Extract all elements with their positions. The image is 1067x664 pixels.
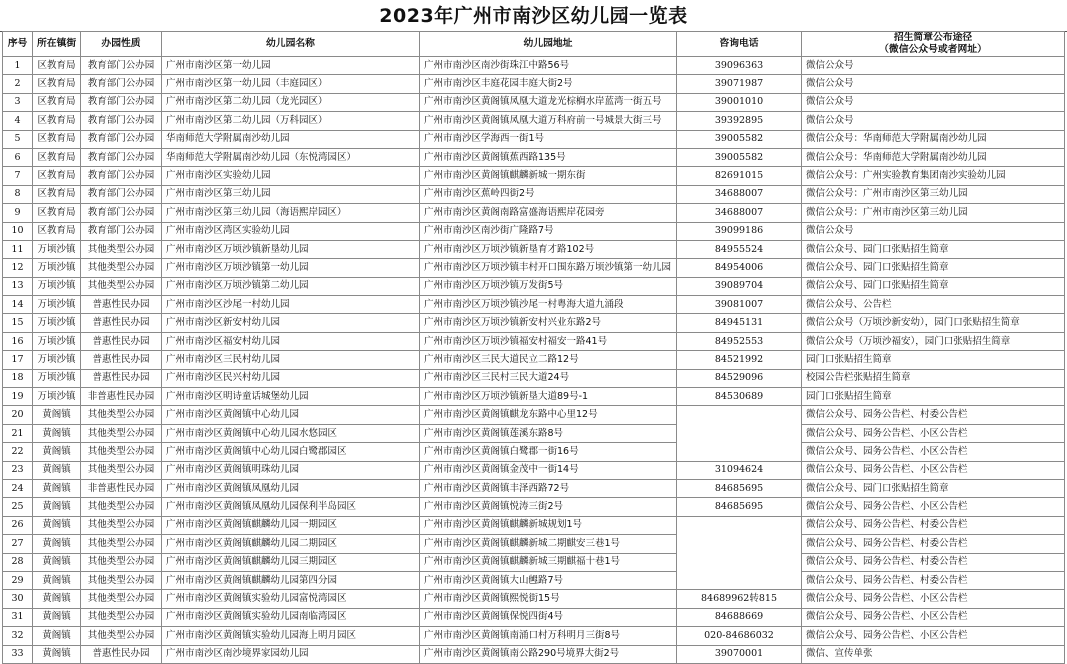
cell-address: 广州市南沙区蕉岭四街2号: [420, 185, 677, 203]
cell-seq: 24: [3, 479, 33, 497]
cell-address: 广州市南沙区万顷沙镇万发街5号: [420, 277, 677, 295]
cell-seq: 5: [3, 130, 33, 148]
cell-seq: 3: [3, 93, 33, 111]
cell-channel: 微信公众号、园务公告栏、村委公告栏: [802, 553, 1065, 571]
cell-phone: 84954006: [677, 259, 802, 277]
cell-channel: 微信公众号、园务公告栏、小区公告栏: [802, 608, 1065, 626]
cell-channel: 微信公众号：华南师范大学附属南沙幼儿园: [802, 148, 1065, 166]
cell-phone: 39070001: [677, 645, 802, 663]
cell-channel: 微信公众号、园门口张贴招生简章: [802, 240, 1065, 258]
cell-phone: [677, 516, 802, 590]
table-row: [3, 259, 1065, 277]
cell-street: 黄阁镇: [33, 424, 81, 442]
table-row: [3, 608, 1065, 626]
cell-phone: 34688007: [677, 185, 802, 203]
cell-name: 广州市南沙区第三幼儿园（海语熙岸园区）: [162, 204, 420, 222]
table-row: [3, 461, 1065, 479]
cell-address: 广州市南沙区黄阁镇悦涛三街2号: [420, 498, 677, 516]
cell-nature: 教育部门公办园: [81, 130, 162, 148]
cell-nature: 其他类型公办园: [81, 277, 162, 295]
cell-street: 黄阁镇: [33, 645, 81, 663]
cell-name: 广州市南沙区南沙境界家园幼儿园: [162, 645, 420, 663]
cell-street: 黄阁镇: [33, 590, 81, 608]
cell-nature: 普惠性民办园: [81, 369, 162, 387]
table-row: [3, 590, 1065, 608]
cell-phone: 39392895: [677, 112, 802, 130]
table-row: [3, 645, 1065, 663]
cell-seq: 29: [3, 571, 33, 589]
table-row: [3, 296, 1065, 314]
table-row: [3, 424, 1065, 442]
cell-phone: 39089704: [677, 277, 802, 295]
cell-street: 区教育局: [33, 112, 81, 130]
cell-seq: 14: [3, 296, 33, 314]
cell-channel: 微信公众号、园务公告栏、小区公告栏: [802, 498, 1065, 516]
cell-channel: 微信公众号（万顷沙福安），园门口张贴招生简章: [802, 332, 1065, 350]
cell-phone: 84688669: [677, 608, 802, 626]
cell-seq: 9: [3, 204, 33, 222]
cell-street: 区教育局: [33, 93, 81, 111]
cell-nature: 普惠性民办园: [81, 314, 162, 332]
cell-name: 广州市南沙区福安村幼儿园: [162, 332, 420, 350]
cell-phone: 84685695: [677, 479, 802, 497]
cell-nature: 其他类型公办园: [81, 461, 162, 479]
cell-nature: 其他类型公办园: [81, 424, 162, 442]
cell-seq: 32: [3, 627, 33, 645]
cell-seq: 8: [3, 185, 33, 203]
cell-name: 广州市南沙区万顷沙镇第二幼儿园: [162, 277, 420, 295]
col-header-channel-line1: 招生简章公布途径: [893, 32, 973, 43]
cell-channel: 微信公众号: [802, 93, 1065, 111]
cell-address: 广州市南沙区黄阁镇熙悦街15号: [420, 590, 677, 608]
cell-address: 广州市南沙区黄阁镇南公路290号境界大街2号: [420, 645, 677, 663]
cell-address: 广州市南沙区万顷沙镇福安村福安一路41号: [420, 332, 677, 350]
cell-seq: 15: [3, 314, 33, 332]
cell-name: 华南师范大学附属南沙幼儿园: [162, 130, 420, 148]
table-row: [3, 388, 1065, 406]
cell-name: 广州市南沙区黄阁镇实验幼儿园富悦湾园区: [162, 590, 420, 608]
cell-street: 黄阁镇: [33, 443, 81, 461]
cell-street: 黄阁镇: [33, 571, 81, 589]
cell-address: 广州市南沙区黄阁镇凤凰大道万科府前一号城景大街三号: [420, 112, 677, 130]
table-row: [3, 369, 1065, 387]
cell-phone: 31094624: [677, 461, 802, 479]
cell-name: 广州市南沙区黄阁镇明珠幼儿园: [162, 461, 420, 479]
cell-nature: 教育部门公办园: [81, 112, 162, 130]
table-header-row: [3, 32, 1065, 57]
cell-address: 广州市南沙区黄阁镇麒麟新城二期麒安三巷1号: [420, 535, 677, 553]
cell-street: 黄阁镇: [33, 498, 81, 516]
table-row: [3, 167, 1065, 185]
cell-address: 广州市南沙区三民村三民大道24号: [420, 369, 677, 387]
cell-nature: 普惠性民办园: [81, 351, 162, 369]
cell-channel: 微信公众号、公告栏: [802, 296, 1065, 314]
table-row: [3, 57, 1065, 75]
cell-seq: 27: [3, 535, 33, 553]
cell-name: 广州市南沙区万顷沙镇第一幼儿园: [162, 259, 420, 277]
col-header-address: 幼儿园地址: [420, 32, 677, 57]
cell-name: 广州市南沙区实验幼儿园: [162, 167, 420, 185]
cell-nature: 其他类型公办园: [81, 553, 162, 571]
cell-address: 广州市南沙区三民大道民立二路12号: [420, 351, 677, 369]
cell-channel: 微信公众号、园务公告栏、小区公告栏: [802, 461, 1065, 479]
cell-phone: 39005582: [677, 148, 802, 166]
cell-channel: 微信公众号、园务公告栏、村委公告栏: [802, 571, 1065, 589]
cell-seq: 6: [3, 148, 33, 166]
cell-name: 华南师范大学附属南沙幼儿园（东悦湾园区）: [162, 148, 420, 166]
cell-phone: 34688007: [677, 204, 802, 222]
table-row: [3, 240, 1065, 258]
cell-street: 黄阁镇: [33, 479, 81, 497]
cell-phone: 39081007: [677, 296, 802, 314]
cell-phone: 82691015: [677, 167, 802, 185]
cell-channel: 微信公众号: [802, 57, 1065, 75]
cell-name: 广州市南沙区万顷沙镇新垦幼儿园: [162, 240, 420, 258]
cell-phone: 84952553: [677, 332, 802, 350]
cell-nature: 其他类型公办园: [81, 535, 162, 553]
cell-seq: 4: [3, 112, 33, 130]
cell-phone: 84529096: [677, 369, 802, 387]
table-row: [3, 75, 1065, 93]
cell-seq: 23: [3, 461, 33, 479]
cell-phone: 84530689: [677, 388, 802, 406]
cell-nature: 教育部门公办园: [81, 75, 162, 93]
cell-seq: 20: [3, 406, 33, 424]
cell-nature: 教育部门公办园: [81, 57, 162, 75]
cell-nature: 其他类型公办园: [81, 406, 162, 424]
cell-seq: 33: [3, 645, 33, 663]
cell-channel: 微信公众号、园门口张贴招生简章: [802, 259, 1065, 277]
col-header-street: 所在镇街: [33, 32, 81, 57]
cell-address: 广州市南沙区黄阁镇丰泽西路72号: [420, 479, 677, 497]
cell-nature: 其他类型公办园: [81, 240, 162, 258]
cell-channel: 微信公众号、园务公告栏、小区公告栏: [802, 424, 1065, 442]
cell-name: 广州市南沙区黄阁镇中心幼儿园白鹭郡园区: [162, 443, 420, 461]
cell-phone: 84521992: [677, 351, 802, 369]
cell-street: 区教育局: [33, 130, 81, 148]
cell-channel: 微信公众号：广州实验教育集团南沙实验幼儿园: [802, 167, 1065, 185]
table-row: [3, 553, 1065, 571]
cell-street: 万顷沙镇: [33, 388, 81, 406]
cell-name: 广州市南沙区民兴村幼儿园: [162, 369, 420, 387]
cell-street: 区教育局: [33, 204, 81, 222]
col-header-nature: 办园性质: [81, 32, 162, 57]
cell-channel: 园门口张贴招生简章: [802, 351, 1065, 369]
cell-seq: 16: [3, 332, 33, 350]
cell-channel: 微信公众号、园务公告栏、小区公告栏: [802, 443, 1065, 461]
cell-address: 广州市南沙区黄阁镇蕉西路135号: [420, 148, 677, 166]
cell-phone: 39099186: [677, 222, 802, 240]
cell-nature: 其他类型公办园: [81, 516, 162, 534]
cell-street: 黄阁镇: [33, 627, 81, 645]
cell-address: 广州市南沙区黄阁镇莲溪东路8号: [420, 424, 677, 442]
cell-name: 广州市南沙区湾区实验幼儿园: [162, 222, 420, 240]
cell-address: 广州市南沙区学海西一街1号: [420, 130, 677, 148]
cell-phone: 39005582: [677, 130, 802, 148]
cell-name: 广州市南沙区黄阁镇凤凰幼儿园保利半岛园区: [162, 498, 420, 516]
cell-street: 区教育局: [33, 185, 81, 203]
cell-name: 广州市南沙区明诗童话城堡幼儿园: [162, 388, 420, 406]
table-row: [3, 443, 1065, 461]
table-row: [3, 148, 1065, 166]
col-header-channel: [802, 32, 1065, 57]
table-row: [3, 332, 1065, 350]
cell-seq: 26: [3, 516, 33, 534]
cell-name: 广州市南沙区黄阁镇实验幼儿园南临湾园区: [162, 608, 420, 626]
cell-phone: 39001010: [677, 93, 802, 111]
cell-seq: 11: [3, 240, 33, 258]
cell-nature: 其他类型公办园: [81, 571, 162, 589]
cell-street: 黄阁镇: [33, 406, 81, 424]
cell-seq: 7: [3, 167, 33, 185]
cell-street: 黄阁镇: [33, 461, 81, 479]
cell-name: 广州市南沙区黄阁镇麒麟幼儿园二期园区: [162, 535, 420, 553]
cell-channel: 微信公众号: [802, 75, 1065, 93]
cell-nature: 其他类型公办园: [81, 443, 162, 461]
cell-channel: 微信公众号：广州市南沙区第三幼儿园: [802, 204, 1065, 222]
table-row: [3, 516, 1065, 534]
cell-channel: 微信公众号：广州市南沙区第三幼儿园: [802, 185, 1065, 203]
cell-name: 广州市南沙区黄阁镇麒麟幼儿园三期园区: [162, 553, 420, 571]
cell-address: 广州市南沙区黄阁镇金茂中一街14号: [420, 461, 677, 479]
cell-address: 广州市南沙区万顷沙镇沙尾一村粤海大道九涌段: [420, 296, 677, 314]
cell-address: 广州市南沙区黄阁镇保悦四街4号: [420, 608, 677, 626]
cell-street: 黄阁镇: [33, 553, 81, 571]
cell-nature: 其他类型公办园: [81, 590, 162, 608]
cell-channel: 微信公众号: [802, 112, 1065, 130]
page-title: 2023年广州市南沙区幼儿园一览表: [379, 5, 688, 27]
cell-street: 区教育局: [33, 148, 81, 166]
cell-nature: 教育部门公办园: [81, 148, 162, 166]
cell-address: 广州市南沙区黄阁镇大山乸路7号: [420, 571, 677, 589]
table-row: [3, 627, 1065, 645]
cell-name: 广州市南沙区黄阁镇中心幼儿园: [162, 406, 420, 424]
cell-street: 万顷沙镇: [33, 296, 81, 314]
cell-street: 区教育局: [33, 75, 81, 93]
cell-name: 广州市南沙区第二幼儿园（万科园区）: [162, 112, 420, 130]
table-row: [3, 204, 1065, 222]
cell-address: 广州市南沙区万顷沙镇丰村开口围东路万顷沙镇第一幼儿园: [420, 259, 677, 277]
table-row: [3, 314, 1065, 332]
cell-seq: 12: [3, 259, 33, 277]
col-header-channel-line2: （微信公众号或者网址）: [879, 44, 987, 55]
cell-seq: 17: [3, 351, 33, 369]
cell-street: 区教育局: [33, 167, 81, 185]
col-header-name: 幼儿园名称: [162, 32, 420, 57]
table-row: [3, 112, 1065, 130]
cell-nature: 非普惠性民办园: [81, 388, 162, 406]
cell-nature: 其他类型公办园: [81, 498, 162, 516]
cell-name: 广州市南沙区黄阁镇中心幼儿园水悠园区: [162, 424, 420, 442]
col-header-seq: 序号: [3, 32, 33, 57]
cell-address: 广州市南沙区万顷沙镇新安村兴业东路2号: [420, 314, 677, 332]
cell-seq: 28: [3, 553, 33, 571]
cell-channel: 微信公众号：华南师范大学附属南沙幼儿园: [802, 130, 1065, 148]
table-row: [3, 222, 1065, 240]
cell-street: 区教育局: [33, 57, 81, 75]
cell-phone: 84955524: [677, 240, 802, 258]
cell-name: 广州市南沙区黄阁镇麒麟幼儿园一期园区: [162, 516, 420, 534]
cell-channel: 微信公众号、园门口张贴招生简章: [802, 277, 1065, 295]
cell-seq: 2: [3, 75, 33, 93]
cell-address: 广州市南沙区黄阁镇麒麟新城三期麒福十巷1号: [420, 553, 677, 571]
cell-seq: 30: [3, 590, 33, 608]
cell-street: 黄阁镇: [33, 535, 81, 553]
cell-channel: 微信公众号、园务公告栏、村委公告栏: [802, 535, 1065, 553]
cell-nature: 教育部门公办园: [81, 222, 162, 240]
cell-channel: 微信公众号、园务公告栏、小区公告栏: [802, 627, 1065, 645]
cell-street: 万顷沙镇: [33, 277, 81, 295]
cell-channel: 微信公众号、园务公告栏、村委公告栏: [802, 516, 1065, 534]
cell-channel: 微信、宣传单张: [802, 645, 1065, 663]
table-row: [3, 498, 1065, 516]
cell-channel: 校园公告栏张贴招生简章: [802, 369, 1065, 387]
cell-address: 广州市南沙区南沙街珠江中路56号: [420, 57, 677, 75]
cell-address: 广州市南沙区黄阁镇麒麟新城规划1号: [420, 516, 677, 534]
cell-nature: 普惠性民办园: [81, 332, 162, 350]
cell-address: 广州市南沙区黄阁镇麒麟新城一期东街: [420, 167, 677, 185]
cell-phone: 39096363: [677, 57, 802, 75]
cell-seq: 21: [3, 424, 33, 442]
cell-address: 广州市南沙区万顷沙镇新垦育才路102号: [420, 240, 677, 258]
cell-seq: 1: [3, 57, 33, 75]
table-row: [3, 351, 1065, 369]
cell-address: 广州市南沙区黄阁镇麒龙东路中心里12号: [420, 406, 677, 424]
cell-name: 广州市南沙区三民村幼儿园: [162, 351, 420, 369]
cell-phone: 39071987: [677, 75, 802, 93]
table-row: [3, 479, 1065, 497]
cell-nature: 其他类型公办园: [81, 608, 162, 626]
col-header-phone: 咨询电话: [677, 32, 802, 57]
cell-phone: 84689962转815: [677, 590, 802, 608]
cell-name: 广州市南沙区黄阁镇实验幼儿园海上明月园区: [162, 627, 420, 645]
cell-street: 万顷沙镇: [33, 332, 81, 350]
cell-name: 广州市南沙区黄阁镇麒麟幼儿园第四分园: [162, 571, 420, 589]
cell-channel: 微信公众号（万顷沙新安幼），园门口张贴招生简章: [802, 314, 1065, 332]
cell-street: 万顷沙镇: [33, 240, 81, 258]
cell-name: 广州市南沙区黄阁镇凤凰幼儿园: [162, 479, 420, 497]
cell-seq: 18: [3, 369, 33, 387]
cell-nature: 非普惠性民办园: [81, 479, 162, 497]
cell-seq: 31: [3, 608, 33, 626]
table-row: [3, 185, 1065, 203]
cell-seq: 19: [3, 388, 33, 406]
cell-address: 广州市南沙区南沙街广隆路7号: [420, 222, 677, 240]
kindergarten-table: [2, 31, 1065, 664]
cell-seq: 10: [3, 222, 33, 240]
table-row: [3, 406, 1065, 424]
cell-nature: 教育部门公办园: [81, 167, 162, 185]
cell-channel: 微信公众号、园务公告栏、小区公告栏: [802, 590, 1065, 608]
cell-name: 广州市南沙区沙尾一村幼儿园: [162, 296, 420, 314]
cell-nature: 普惠性民办园: [81, 296, 162, 314]
cell-street: 黄阁镇: [33, 516, 81, 534]
cell-phone: 84685695: [677, 498, 802, 516]
table-row: [3, 93, 1065, 111]
cell-address: 广州市南沙区黄阁南路富盛海语熙岸花园旁: [420, 204, 677, 222]
cell-street: 区教育局: [33, 222, 81, 240]
cell-name: 广州市南沙区第三幼儿园: [162, 185, 420, 203]
cell-address: 广州市南沙区丰庭花园丰庭大街2号: [420, 75, 677, 93]
cell-address: 广州市南沙区黄阁镇南涌口村万科明月三街8号: [420, 627, 677, 645]
cell-address: 广州市南沙区万顷沙镇新垦大道89号-1: [420, 388, 677, 406]
cell-nature: 其他类型公办园: [81, 627, 162, 645]
cell-street: 黄阁镇: [33, 608, 81, 626]
cell-nature: 教育部门公办园: [81, 185, 162, 203]
cell-name: 广州市南沙区新安村幼儿园: [162, 314, 420, 332]
cell-phone: 020-84686032: [677, 627, 802, 645]
cell-phone: 84945131: [677, 314, 802, 332]
cell-nature: 教育部门公办园: [81, 204, 162, 222]
table-body: [3, 57, 1065, 664]
cell-name: 广州市南沙区第一幼儿园: [162, 57, 420, 75]
cell-phone: [677, 406, 802, 461]
cell-channel: 园门口张贴招生简章: [802, 388, 1065, 406]
table-row: [3, 277, 1065, 295]
cell-street: 万顷沙镇: [33, 314, 81, 332]
cell-street: 万顷沙镇: [33, 369, 81, 387]
cell-channel: 微信公众号、园务公告栏、村委公告栏: [802, 406, 1065, 424]
cell-seq: 13: [3, 277, 33, 295]
table-row: [3, 535, 1065, 553]
cell-seq: 22: [3, 443, 33, 461]
cell-street: 万顷沙镇: [33, 259, 81, 277]
cell-address: 广州市南沙区黄阁镇白鹭郡一街16号: [420, 443, 677, 461]
cell-address: 广州市南沙区黄阁镇凤凰大道龙光棕榈水岸蓝湾一街五号: [420, 93, 677, 111]
cell-street: 万顷沙镇: [33, 351, 81, 369]
cell-nature: 其他类型公办园: [81, 259, 162, 277]
cell-seq: 25: [3, 498, 33, 516]
cell-name: 广州市南沙区第二幼儿园（龙光园区）: [162, 93, 420, 111]
cell-nature: 教育部门公办园: [81, 93, 162, 111]
cell-channel: 微信公众号: [802, 222, 1065, 240]
cell-channel: 微信公众号、园门口张贴招生简章: [802, 479, 1065, 497]
table-row: [3, 130, 1065, 148]
cell-name: 广州市南沙区第一幼儿园（丰庭园区）: [162, 75, 420, 93]
cell-nature: 普惠性民办园: [81, 645, 162, 663]
table-row: [3, 571, 1065, 589]
